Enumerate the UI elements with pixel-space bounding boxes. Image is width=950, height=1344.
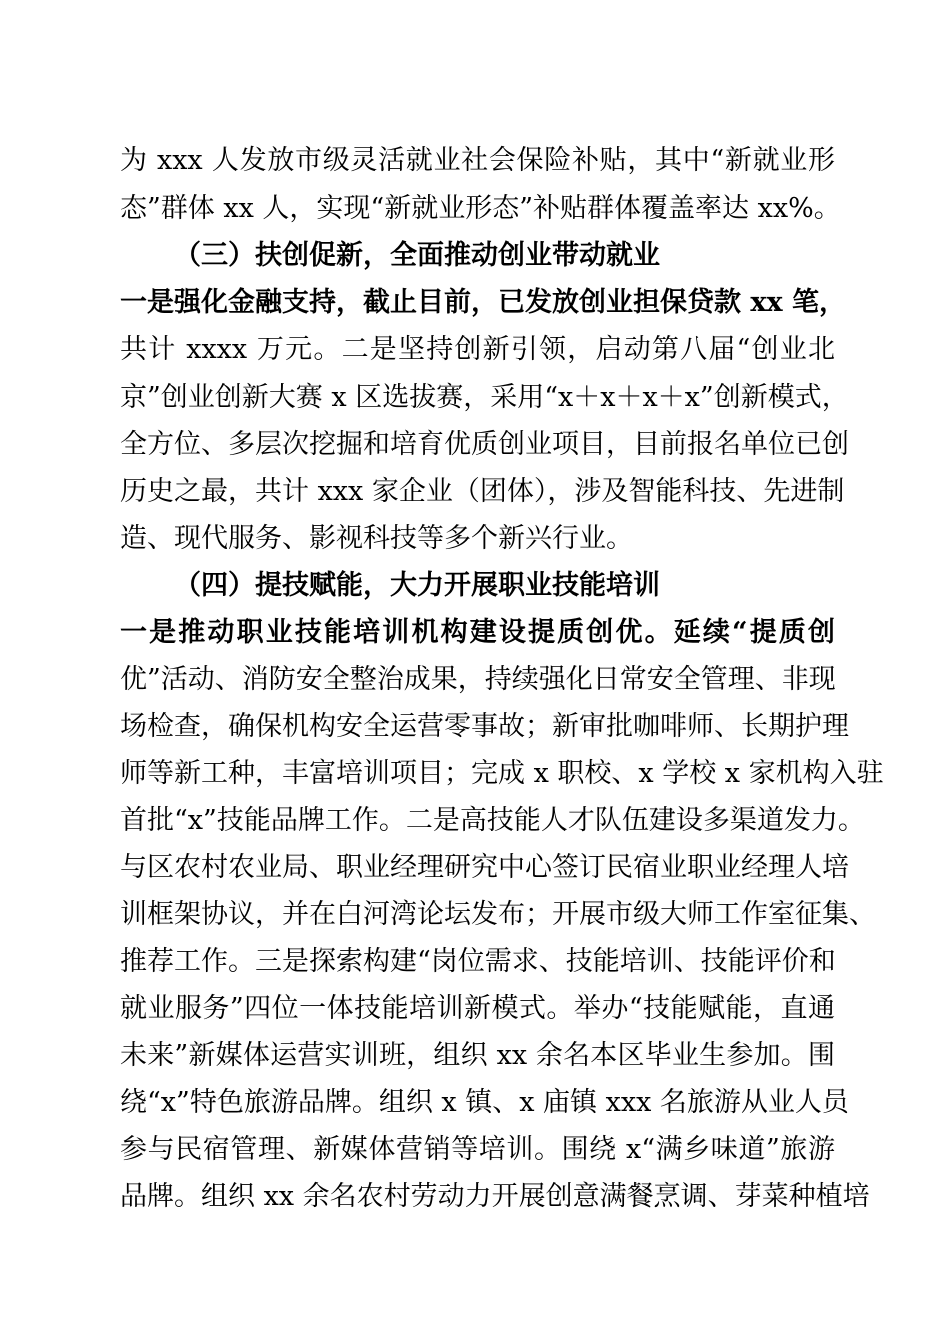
para2-line-3: 京”创业创新大赛 x 区选拔赛，采用“x＋x＋x＋x”创新模式，: [120, 382, 849, 413]
para1-line-2: 态”群体 xx 人，实现“新就业形态”补贴群体覆盖率达 xx%。: [120, 193, 841, 224]
para3-line-3: 场检查，确保机构安全运营零事故；新审批咖啡师、长期护理: [120, 711, 849, 742]
section-heading-4: （四）提技赋能，大力开展职业技能培训: [174, 570, 660, 601]
para3-line-10: 未来”新媒体运营实训班，组织 xx 余名本区毕业生参加。围: [120, 1040, 835, 1071]
para3-line-12: 参与民宿管理、新媒体营销等培训。围绕 x“满乡味道”旅游: [120, 1134, 835, 1165]
para2-line-1: 一是强化金融支持，截止目前，已发放创业担保贷款 xx 笔，: [120, 287, 846, 318]
para3-line-11: 绕“x”特色旅游品牌。组织 x 镇、x 庙镇 xxx 名旅游从业人员: [120, 1087, 849, 1118]
para2-line-6: 造、现代服务、影视科技等多个新兴行业。: [120, 523, 633, 554]
para3-line-9: 就业服务”四位一体技能培训新模式。举办“技能赋能，直通: [120, 993, 835, 1024]
para3-line-2: 优”活动、消防安全整治成果，持续强化日常安全管理、非现: [120, 664, 836, 695]
para3-line-13: 品牌。组织 xx 余名农村劳动力开展创意满餐烹调、芽菜种植培: [120, 1181, 870, 1212]
para3-line-1: 一是推动职业技能培训机构建设提质创优。延续“提质创: [120, 617, 835, 648]
para3-line-5: 首批“x”技能品牌工作。二是高技能人才队伍建设多渠道发力。: [120, 805, 865, 836]
para2-line-2: 共计 xxxx 万元。二是坚持创新引领，启动第八届“创业北: [120, 334, 835, 365]
para1-line-1: 为 xxx 人发放市级灵活就业社会保险补贴，其中“新就业形: [120, 145, 835, 176]
para3-line-6: 与区农村农业局、职业经理研究中心签订民宿业职业经理人培: [120, 852, 849, 883]
section-heading-3: （三）扶创促新，全面推动创业带动就业: [174, 240, 660, 271]
para3-line-7: 训框架协议，并在白河湾论坛发布；开展市级大师工作室征集、: [120, 899, 876, 930]
para2-line-4: 全方位、多层次挖掘和培育优质创业项目，目前报名单位已创: [120, 429, 849, 460]
para2-line-5: 历史之最，共计 xxx 家企业（团体），涉及智能科技、先进制: [120, 476, 845, 507]
para3-line-8: 推荐工作。三是探索构建“岗位需求、技能培训、技能评价和: [120, 946, 836, 977]
para3-line-4: 师等新工种，丰富培训项目；完成 x 职校、x 学校 x 家机构入驻: [120, 758, 884, 789]
